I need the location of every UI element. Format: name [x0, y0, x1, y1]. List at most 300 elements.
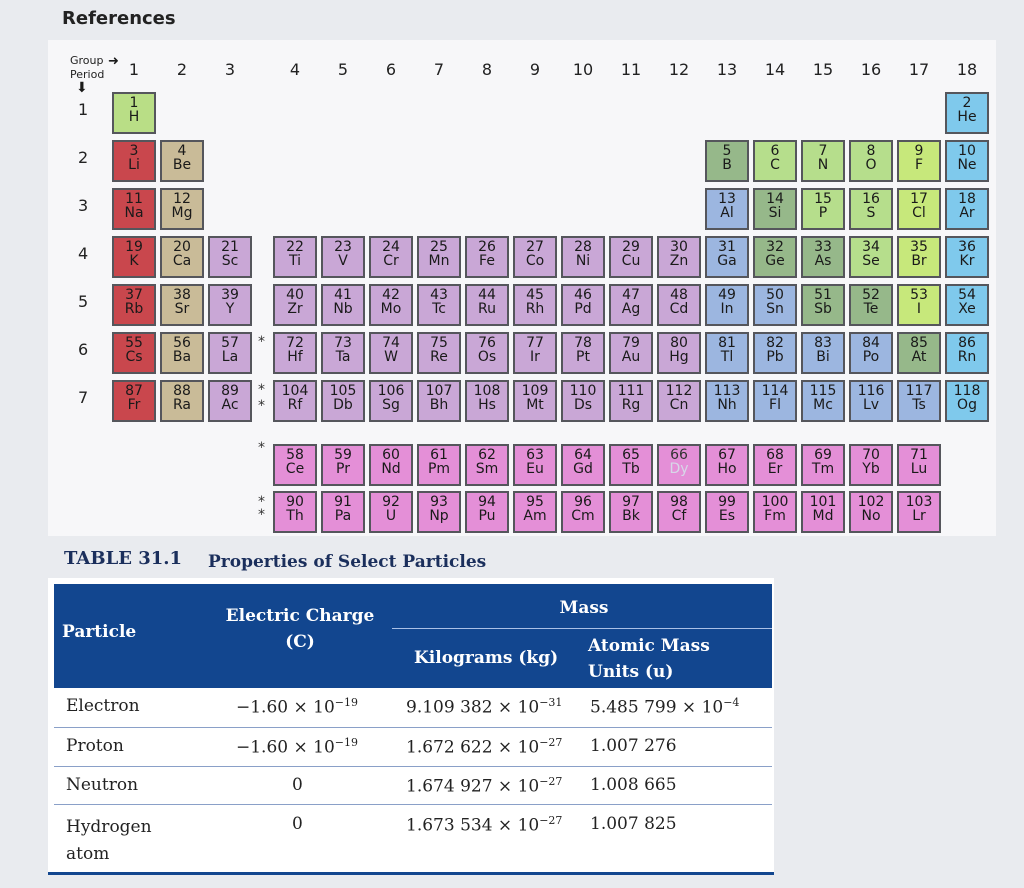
cell-charge: $-1.60 \times 10^{-19}$: [236, 696, 358, 718]
cell-amu: 1.007 276: [590, 736, 677, 756]
period-label: 2: [78, 148, 89, 167]
group-label: 14: [764, 60, 786, 79]
asterisk-marker: *: [258, 507, 265, 523]
atomic-number: 84: [862, 335, 880, 351]
element-se[interactable]: [849, 236, 893, 278]
group-label: 13: [716, 60, 738, 79]
atomic-number: 20: [173, 239, 191, 255]
element-sn[interactable]: [753, 284, 797, 326]
element-ti[interactable]: [273, 236, 317, 278]
group-label: 5: [337, 60, 349, 79]
element-cs[interactable]: [112, 332, 156, 374]
period-label: 7: [78, 388, 89, 407]
element-og[interactable]: [945, 380, 989, 422]
element-nd[interactable]: [369, 444, 413, 486]
atomic-number: 23: [334, 239, 352, 255]
element-ge[interactable]: [753, 236, 797, 278]
element-kr[interactable]: [945, 236, 989, 278]
element-symbol: Ru: [478, 301, 496, 317]
element-md[interactable]: [801, 491, 845, 533]
element-symbol: Bi: [816, 349, 830, 365]
element-symbol: Sb: [814, 301, 832, 317]
element-symbol: Md: [812, 508, 834, 524]
element-cu[interactable]: [609, 236, 653, 278]
element-ar[interactable]: [945, 188, 989, 230]
atomic-number: 114: [761, 383, 789, 399]
element-am[interactable]: [513, 491, 557, 533]
atomic-number: 88: [173, 383, 191, 399]
element-symbol: At: [911, 349, 927, 365]
element-dy[interactable]: [657, 444, 701, 486]
element-zr[interactable]: [273, 284, 317, 326]
atomic-number: 62: [478, 447, 496, 463]
cell-kg: 1.673 $534 \times 10^{-27}$: [406, 814, 563, 836]
element-mo[interactable]: [369, 284, 413, 326]
element-ce[interactable]: [273, 444, 317, 486]
element-ru[interactable]: [465, 284, 509, 326]
element-es[interactable]: [705, 491, 749, 533]
atomic-number: 35: [910, 239, 928, 255]
cell-particle: Hydrogen atom: [66, 817, 152, 864]
element-symbol: Se: [862, 253, 880, 269]
element-symbol: S: [866, 205, 876, 221]
element-symbol: Sn: [766, 301, 784, 317]
element-symbol: Mt: [526, 397, 544, 413]
atomic-number: 16: [862, 191, 880, 207]
element-symbol: Te: [863, 301, 879, 317]
element-ds[interactable]: [561, 380, 605, 422]
atomic-number: 63: [526, 447, 544, 463]
period-label: 5: [78, 292, 89, 311]
element-ac[interactable]: [208, 380, 252, 422]
cell-charge: $-1.60 \times 10^{-19}$: [236, 736, 358, 758]
element-mc[interactable]: [801, 380, 845, 422]
element-y[interactable]: [208, 284, 252, 326]
element-symbol: Nd: [381, 461, 401, 477]
atomic-number: 34: [862, 239, 880, 255]
element-h[interactable]: [112, 92, 156, 134]
atomic-number: 116: [857, 383, 885, 399]
atomic-number: 24: [382, 239, 400, 255]
atomic-number: 87: [125, 383, 143, 399]
element-symbol: Ne: [957, 157, 977, 173]
element-nb[interactable]: [321, 284, 365, 326]
atomic-number: 29: [622, 239, 640, 255]
element-at[interactable]: [897, 332, 941, 374]
atomic-number: 77: [526, 335, 544, 351]
element-symbol: Tb: [622, 461, 640, 477]
element-symbol: Sc: [221, 253, 239, 269]
element-pd[interactable]: [561, 284, 605, 326]
header-charge: [220, 606, 380, 652]
element-cd[interactable]: [657, 284, 701, 326]
element-symbol: Pu: [478, 508, 496, 524]
atomic-number: 79: [622, 335, 640, 351]
element-mg[interactable]: [160, 188, 204, 230]
element-hf[interactable]: [273, 332, 317, 374]
element-symbol: Ni: [575, 253, 591, 269]
atomic-number: 59: [334, 447, 352, 463]
atomic-number: 96: [574, 494, 592, 510]
atomic-number: 41: [334, 287, 352, 303]
element-symbol: Tc: [432, 301, 446, 317]
atomic-number: 97: [622, 494, 640, 510]
element-al[interactable]: [705, 188, 749, 230]
atomic-number: 10: [958, 143, 976, 159]
cell-amu: 5.485 $799 \times 10^{-4}$: [590, 696, 740, 718]
element-tm[interactable]: [801, 444, 845, 486]
element-ts[interactable]: [897, 380, 941, 422]
period-label: 6: [78, 340, 89, 359]
atomic-number: 17: [910, 191, 928, 207]
element-tc[interactable]: [417, 284, 461, 326]
element-symbol: Pm: [427, 461, 451, 477]
element-symbol: Pr: [336, 461, 350, 477]
element-symbol: Mg: [171, 205, 193, 221]
element-symbol: Nb: [333, 301, 353, 317]
element-symbol: As: [814, 253, 832, 269]
atomic-number: 7: [818, 143, 828, 159]
element-in[interactable]: [705, 284, 749, 326]
element-bi[interactable]: [801, 332, 845, 374]
element-rb[interactable]: [112, 284, 156, 326]
atomic-number: 42: [382, 287, 400, 303]
atomic-number: 4: [177, 143, 187, 159]
element-ir[interactable]: [513, 332, 557, 374]
element-symbol: Lr: [912, 508, 926, 524]
table-row: [54, 806, 772, 866]
element-c[interactable]: [753, 140, 797, 182]
atomic-number: 85: [910, 335, 928, 351]
element-np[interactable]: [417, 491, 461, 533]
atomic-number: 26: [478, 239, 496, 255]
element-symbol: Lu: [910, 461, 928, 477]
element-ra[interactable]: [160, 380, 204, 422]
atomic-number: 27: [526, 239, 544, 255]
element-f[interactable]: [897, 140, 941, 182]
element-co[interactable]: [513, 236, 557, 278]
element-sc[interactable]: [208, 236, 252, 278]
element-symbol: Ga: [717, 253, 737, 269]
element-symbol: Br: [911, 253, 927, 269]
atomic-number: 94: [478, 494, 496, 510]
element-pa[interactable]: [321, 491, 365, 533]
element-as[interactable]: [801, 236, 845, 278]
atomic-number: 8: [866, 143, 876, 159]
element-lv[interactable]: [849, 380, 893, 422]
element-rn[interactable]: [945, 332, 989, 374]
element-symbol: Re: [430, 349, 448, 365]
element-cf[interactable]: [657, 491, 701, 533]
element-symbol: Bh: [429, 397, 449, 413]
element-ho[interactable]: [705, 444, 749, 486]
element-au[interactable]: [609, 332, 653, 374]
cell-kg: 1.672 $622 \times 10^{-27}$: [406, 736, 563, 758]
header-particle: Particle: [62, 622, 137, 642]
element-symbol: V: [338, 253, 348, 269]
element-symbol: Mo: [380, 301, 402, 317]
element-symbol: Mc: [813, 397, 833, 413]
element-pb[interactable]: [753, 332, 797, 374]
element-symbol: Be: [172, 157, 192, 173]
header-mass: Mass: [559, 598, 609, 618]
element-symbol: Li: [128, 157, 140, 173]
atomic-number: 28: [574, 239, 592, 255]
cell-kg: 9.109 $382 \times 10^{-31}$: [406, 696, 563, 718]
atomic-number: 66: [670, 447, 688, 463]
element-symbol: Rf: [287, 397, 303, 413]
element-v[interactable]: [321, 236, 365, 278]
atomic-number: 31: [718, 239, 736, 255]
atomic-number: 56: [173, 335, 191, 351]
element-os[interactable]: [465, 332, 509, 374]
element-te[interactable]: [849, 284, 893, 326]
element-mt[interactable]: [513, 380, 557, 422]
element-ag[interactable]: [609, 284, 653, 326]
element-symbol: Ho: [717, 461, 737, 477]
element-ba[interactable]: [160, 332, 204, 374]
element-no[interactable]: [849, 491, 893, 533]
atomic-number: 109: [521, 383, 549, 399]
atomic-number: 108: [473, 383, 501, 399]
element-cr[interactable]: [369, 236, 413, 278]
group-label: 10: [572, 60, 594, 79]
element-nh[interactable]: [705, 380, 749, 422]
element-symbol: Rn: [957, 349, 977, 365]
cell-amu: 1.008 665: [590, 775, 677, 795]
atomic-number: 112: [665, 383, 693, 399]
element-symbol: K: [129, 253, 139, 269]
atomic-number: 110: [569, 383, 597, 399]
element-th[interactable]: [273, 491, 317, 533]
element-symbol: Cl: [912, 205, 926, 221]
element-symbol: Ag: [621, 301, 641, 317]
element-symbol: O: [865, 157, 877, 173]
element-cn[interactable]: [657, 380, 701, 422]
element-he[interactable]: [945, 92, 989, 134]
element-symbol: Og: [957, 397, 977, 413]
element-symbol: Tl: [720, 349, 734, 365]
element-symbol: I: [916, 301, 922, 317]
element-eu[interactable]: [513, 444, 557, 486]
atomic-number: 14: [766, 191, 784, 207]
atomic-number: 22: [286, 239, 304, 255]
element-li[interactable]: [112, 140, 156, 182]
atomic-number: 38: [173, 287, 191, 303]
element-fm[interactable]: [753, 491, 797, 533]
element-symbol: Th: [286, 508, 304, 524]
element-br[interactable]: [897, 236, 941, 278]
atomic-number: 71: [910, 447, 928, 463]
table-bottom-rule: [48, 872, 774, 875]
element-symbol: La: [221, 349, 239, 365]
element-re[interactable]: [417, 332, 461, 374]
element-symbol: Fm: [764, 508, 786, 524]
atomic-number: 48: [670, 287, 688, 303]
element-k[interactable]: [112, 236, 156, 278]
element-fl[interactable]: [753, 380, 797, 422]
atomic-number: 65: [622, 447, 640, 463]
element-symbol: Pa: [334, 508, 352, 524]
element-symbol: Cu: [621, 253, 641, 269]
element-symbol: Al: [720, 205, 734, 221]
header-kg: Kilograms (kg): [414, 648, 559, 668]
element-fe[interactable]: [465, 236, 509, 278]
element-ne[interactable]: [945, 140, 989, 182]
atomic-number: 25: [430, 239, 448, 255]
element-rf[interactable]: [273, 380, 317, 422]
element-symbol: Pb: [766, 349, 784, 365]
atomic-number: 58: [286, 447, 304, 463]
atomic-number: 70: [862, 447, 880, 463]
element-mn[interactable]: [417, 236, 461, 278]
element-lu[interactable]: [897, 444, 941, 486]
element-cm[interactable]: [561, 491, 605, 533]
atomic-number: 91: [334, 494, 352, 510]
atomic-number: 2: [962, 95, 972, 111]
element-symbol: Po: [862, 349, 880, 365]
header-amu-line1: Atomic Mass: [588, 636, 710, 656]
element-symbol: Er: [767, 461, 783, 477]
element-b[interactable]: [705, 140, 749, 182]
element-p[interactable]: [801, 188, 845, 230]
atomic-number: 86: [958, 335, 976, 351]
atomic-number: 98: [670, 494, 688, 510]
element-pt[interactable]: [561, 332, 605, 374]
period-label: 1: [78, 100, 89, 119]
atomic-number: 67: [718, 447, 736, 463]
atomic-number: 82: [766, 335, 784, 351]
cell-particle: Proton: [66, 736, 124, 756]
atomic-number: 11: [125, 191, 143, 207]
element-bh[interactable]: [417, 380, 461, 422]
atomic-number: 117: [905, 383, 933, 399]
element-symbol: Ds: [573, 397, 593, 413]
atomic-number: 15: [814, 191, 832, 207]
particle-table: [48, 578, 774, 874]
element-be[interactable]: [160, 140, 204, 182]
element-gd[interactable]: [561, 444, 605, 486]
element-u[interactable]: [369, 491, 413, 533]
element-symbol: N: [817, 157, 829, 173]
element-la[interactable]: [208, 332, 252, 374]
element-symbol: Fe: [479, 253, 495, 269]
atomic-number: 103: [905, 494, 933, 510]
atomic-number: 80: [670, 335, 688, 351]
element-bk[interactable]: [609, 491, 653, 533]
atomic-number: 74: [382, 335, 400, 351]
atomic-number: 6: [770, 143, 780, 159]
element-symbol: Rg: [621, 397, 641, 413]
atomic-number: 107: [425, 383, 453, 399]
element-symbol: Yb: [862, 461, 880, 477]
element-sm[interactable]: [465, 444, 509, 486]
header-amu: [588, 636, 710, 682]
element-pu[interactable]: [465, 491, 509, 533]
element-pm[interactable]: [417, 444, 461, 486]
element-symbol: In: [720, 301, 734, 317]
element-i[interactable]: [897, 284, 941, 326]
atomic-number: 33: [814, 239, 832, 255]
element-cl[interactable]: [897, 188, 941, 230]
element-symbol: Ar: [959, 205, 975, 221]
element-s[interactable]: [849, 188, 893, 230]
element-w[interactable]: [369, 332, 413, 374]
table-caption: TABLE 31.1: [64, 548, 183, 569]
atomic-number: 19: [125, 239, 143, 255]
element-symbol: Ts: [912, 397, 926, 413]
element-symbol: Sg: [382, 397, 400, 413]
element-ni[interactable]: [561, 236, 605, 278]
element-symbol: Am: [523, 508, 547, 524]
element-symbol: Rb: [124, 301, 144, 317]
element-symbol: U: [385, 508, 397, 524]
element-fr[interactable]: [112, 380, 156, 422]
element-symbol: He: [957, 109, 977, 125]
asterisk-marker: *: [258, 398, 265, 414]
element-n[interactable]: [801, 140, 845, 182]
element-symbol: Y: [225, 301, 235, 317]
asterisk-marker: *: [258, 382, 265, 398]
element-sr[interactable]: [160, 284, 204, 326]
element-ga[interactable]: [705, 236, 749, 278]
element-symbol: Cr: [383, 253, 399, 269]
element-symbol: Np: [429, 508, 449, 524]
element-xe[interactable]: [945, 284, 989, 326]
element-rh[interactable]: [513, 284, 557, 326]
element-ca[interactable]: [160, 236, 204, 278]
element-hg[interactable]: [657, 332, 701, 374]
element-rg[interactable]: [609, 380, 653, 422]
element-sb[interactable]: [801, 284, 845, 326]
element-er[interactable]: [753, 444, 797, 486]
atomic-number: 105: [329, 383, 357, 399]
element-zn[interactable]: [657, 236, 701, 278]
atomic-number: 92: [382, 494, 400, 510]
element-tb[interactable]: [609, 444, 653, 486]
element-db[interactable]: [321, 380, 365, 422]
element-symbol: Ti: [288, 253, 301, 269]
element-lr[interactable]: [897, 491, 941, 533]
atomic-number: 55: [125, 335, 143, 351]
element-pr[interactable]: [321, 444, 365, 486]
element-hs[interactable]: [465, 380, 509, 422]
atomic-number: 50: [766, 287, 784, 303]
element-symbol: Sm: [475, 461, 499, 477]
table-row: [54, 767, 772, 805]
atomic-number: 93: [430, 494, 448, 510]
element-yb[interactable]: [849, 444, 893, 486]
element-tl[interactable]: [705, 332, 749, 374]
element-symbol: Ba: [172, 349, 192, 365]
element-si[interactable]: [753, 188, 797, 230]
element-po[interactable]: [849, 332, 893, 374]
group-label: 17: [908, 60, 930, 79]
element-o[interactable]: [849, 140, 893, 182]
element-sg[interactable]: [369, 380, 413, 422]
atomic-number: 72: [286, 335, 304, 351]
atomic-number: 69: [814, 447, 832, 463]
atomic-number: 40: [286, 287, 304, 303]
element-ta[interactable]: [321, 332, 365, 374]
element-na[interactable]: [112, 188, 156, 230]
atomic-number: 3: [129, 143, 139, 159]
group-label: 7: [433, 60, 445, 79]
atomic-number: 75: [430, 335, 448, 351]
period-label: 3: [78, 196, 89, 215]
element-symbol: Hs: [478, 397, 496, 413]
page-title: References: [62, 8, 176, 29]
